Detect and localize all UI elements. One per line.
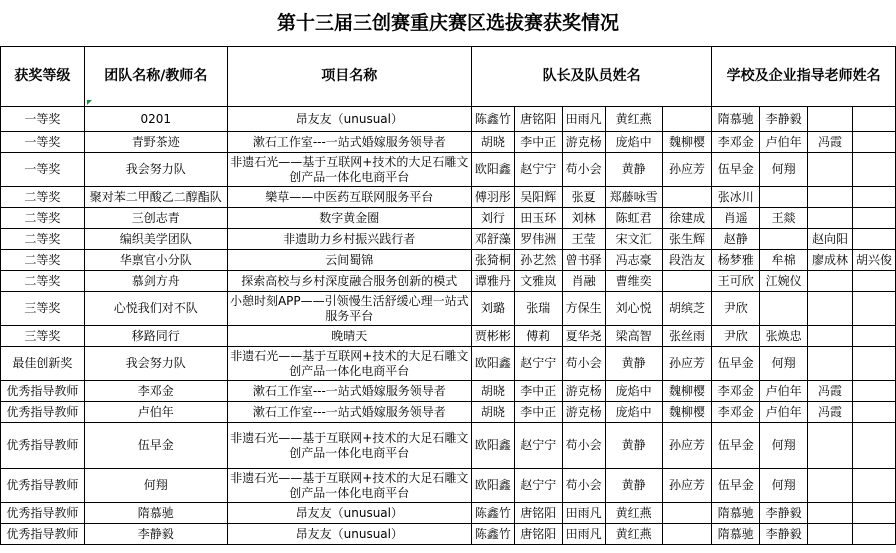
table-row (1, 271, 896, 292)
team-cell: 青野茶迹 (84, 132, 227, 153)
team-cell: 李邓金 (84, 381, 227, 402)
award-cell: 一等奖 (1, 107, 85, 132)
advisor-cell (852, 423, 895, 469)
table-row (1, 381, 896, 402)
member-cell: 方保生 (562, 292, 605, 326)
advisor-cell (852, 187, 895, 208)
member-cell: 庞焰中 (605, 402, 662, 423)
team-cell: 编织美学团队 (84, 229, 227, 250)
member-cell: 田玉环 (514, 208, 562, 229)
award-cell: 一等奖 (1, 132, 85, 153)
table-row (1, 347, 896, 381)
member-cell: 刘行 (471, 208, 514, 229)
advisor-cell: 杨梦雅 (712, 250, 760, 271)
team-cell: 我会努力队 (84, 153, 227, 187)
advisor-cell: 牟棉 (760, 250, 808, 271)
advisor-cell: 江婉仪 (760, 271, 808, 292)
member-cell: 邓舒藻 (471, 229, 514, 250)
advisor-cell: 胡兴俊 (852, 250, 895, 271)
project-cell: 昂友友（unusual） (227, 503, 471, 524)
member-cell: 黄红燕 (605, 107, 662, 132)
member-cell: 吴阳辉 (514, 187, 562, 208)
member-cell: 黄红燕 (605, 503, 662, 524)
member-cell (662, 503, 712, 524)
team-cell: 心悦我们对不队 (84, 292, 227, 326)
member-cell: 黄静 (605, 469, 662, 503)
advisor-cell: 隋慕驰 (712, 524, 760, 545)
advisor-cell (760, 187, 808, 208)
advisor-cell: 李静毅 (760, 503, 808, 524)
team-cell: 聚对苯二甲酸乙二醇酯队 (84, 187, 227, 208)
advisor-cell: 王燚 (760, 208, 808, 229)
advisor-cell (808, 208, 853, 229)
table-row (1, 153, 896, 187)
table-row (1, 132, 896, 153)
member-cell: 苟小会 (562, 469, 605, 503)
advisor-cell (760, 229, 808, 250)
member-cell: 黄静 (605, 423, 662, 469)
project-cell: 云间蜀锦 (227, 250, 471, 271)
member-cell: 贾彬彬 (471, 326, 514, 347)
award-cell: 优秀指导教师 (1, 503, 85, 524)
advisor-cell (808, 503, 853, 524)
advisor-cell: 赵静 (712, 229, 760, 250)
advisor-cell: 冯霞 (808, 132, 853, 153)
team-cell: 隋慕驰 (84, 503, 227, 524)
award-cell: 二等奖 (1, 250, 85, 271)
member-cell: 苟小会 (562, 347, 605, 381)
table-row (1, 402, 896, 423)
advisor-cell (852, 132, 895, 153)
member-cell: 胡晓 (471, 132, 514, 153)
header-row (1, 47, 896, 107)
member-cell: 欧阳鑫 (471, 347, 514, 381)
project-cell: 非遗石光——基于互联网+技术的大足石雕文创产品一体化电商平台 (227, 469, 471, 503)
header-award: 获奖等级 (1, 47, 85, 107)
project-cell: 樂草——中医药互联网服务平台 (227, 187, 471, 208)
advisor-cell (852, 107, 895, 132)
member-cell: 胡缤芝 (662, 292, 712, 326)
advisor-cell: 冯霞 (808, 381, 853, 402)
award-cell: 二等奖 (1, 208, 85, 229)
advisor-cell: 伍早金 (712, 347, 760, 381)
member-cell: 徐建成 (662, 208, 712, 229)
table-row (1, 524, 896, 545)
member-cell: 肖融 (562, 271, 605, 292)
advisor-cell: 卢伯年 (760, 402, 808, 423)
member-cell: 陈鑫竹 (471, 107, 514, 132)
advisor-cell (852, 469, 895, 503)
member-cell (662, 187, 712, 208)
project-cell: 漱石工作室---一站式婚嫁服务领导者 (227, 381, 471, 402)
member-cell: 李中正 (514, 381, 562, 402)
member-cell: 陈虹君 (605, 208, 662, 229)
advisor-cell (852, 153, 895, 187)
member-cell: 王莹 (562, 229, 605, 250)
advisor-cell: 廖成林 (808, 250, 853, 271)
advisor-cell (852, 503, 895, 524)
advisor-cell (852, 402, 895, 423)
advisor-cell (852, 381, 895, 402)
member-cell: 段浩友 (662, 250, 712, 271)
team-cell: 慕剑方舟 (84, 271, 227, 292)
member-cell: 傅莉 (514, 326, 562, 347)
advisor-cell: 伍早金 (712, 423, 760, 469)
advisor-cell: 隋慕驰 (712, 107, 760, 132)
member-cell: 魏柳樱 (662, 402, 712, 423)
advisor-cell (852, 229, 895, 250)
award-cell: 一等奖 (1, 153, 85, 187)
member-cell: 田雨凡 (562, 524, 605, 545)
member-cell: 傅羽彤 (471, 187, 514, 208)
member-cell: 冯志豪 (605, 250, 662, 271)
advisor-cell: 李邓金 (712, 402, 760, 423)
member-cell: 刘心悦 (605, 292, 662, 326)
advisor-cell: 卢伯年 (760, 381, 808, 402)
member-cell (662, 524, 712, 545)
member-cell: 文雅岚 (514, 271, 562, 292)
header-members: 队长及队员姓名 (471, 47, 711, 107)
advisor-cell (808, 107, 853, 132)
member-cell: 欧阳鑫 (471, 153, 514, 187)
award-cell: 优秀指导教师 (1, 423, 85, 469)
advisor-cell: 伍早金 (712, 153, 760, 187)
member-cell: 张夏 (562, 187, 605, 208)
team-cell: 李静毅 (84, 524, 227, 545)
member-cell: 张生辉 (662, 229, 712, 250)
award-cell: 二等奖 (1, 271, 85, 292)
member-cell: 欧阳鑫 (471, 423, 514, 469)
header-team: 团队名称/教师名 (84, 47, 227, 107)
project-cell: 小憩时刻APP——引领慢生活舒缓心理一站式服务平台 (227, 292, 471, 326)
advisor-cell: 张焕忠 (760, 326, 808, 347)
member-cell: 曹维奕 (605, 271, 662, 292)
advisor-cell (852, 271, 895, 292)
project-cell: 探索高校与乡村深度融合服务创新的模式 (227, 271, 471, 292)
advisor-cell: 卢伯年 (760, 132, 808, 153)
table-row (1, 423, 896, 469)
member-cell: 刘璐 (471, 292, 514, 326)
award-cell: 二等奖 (1, 187, 85, 208)
member-cell: 张丝雨 (662, 326, 712, 347)
member-cell: 谭雅丹 (471, 271, 514, 292)
advisor-cell (852, 326, 895, 347)
project-cell: 非遗助力乡村振兴践行者 (227, 229, 471, 250)
member-cell: 孙应芳 (662, 469, 712, 503)
award-cell: 优秀指导教师 (1, 469, 85, 503)
member-cell: 张猗桐 (471, 250, 514, 271)
advisor-cell (808, 271, 853, 292)
advisor-cell (808, 292, 853, 326)
member-cell: 梁高智 (605, 326, 662, 347)
member-cell: 胡晓 (471, 381, 514, 402)
member-cell: 游克杨 (562, 402, 605, 423)
project-cell: 昂友友（unusual） (227, 107, 471, 132)
team-cell: 0201 (84, 107, 227, 132)
advisor-cell (808, 423, 853, 469)
advisor-cell: 李邓金 (712, 132, 760, 153)
member-cell: 夏华尧 (562, 326, 605, 347)
project-cell: 非遗石光——基于互联网+技术的大足石雕文创产品一体化电商平台 (227, 347, 471, 381)
table-row (1, 208, 896, 229)
member-cell: 孙应芳 (662, 423, 712, 469)
advisor-cell (760, 292, 808, 326)
table-row (1, 229, 896, 250)
member-cell: 游克杨 (562, 132, 605, 153)
member-cell: 欧阳鑫 (471, 469, 514, 503)
table-row (1, 503, 896, 524)
award-cell: 最佳创新奖 (1, 347, 85, 381)
member-cell: 陈鑫竹 (471, 503, 514, 524)
advisor-cell: 伍早金 (712, 469, 760, 503)
advisor-cell (808, 347, 853, 381)
member-cell: 孙艺然 (514, 250, 562, 271)
advisor-cell: 冯霞 (808, 402, 853, 423)
member-cell: 赵宁宁 (514, 423, 562, 469)
advisor-cell: 李静毅 (760, 524, 808, 545)
team-cell: 我会努力队 (84, 347, 227, 381)
member-cell (662, 107, 712, 132)
award-cell: 优秀指导教师 (1, 381, 85, 402)
project-cell: 数字黄金圈 (227, 208, 471, 229)
project-cell: 昂友友（unusual） (227, 524, 471, 545)
member-cell: 黄静 (605, 153, 662, 187)
member-cell: 赵宁宁 (514, 469, 562, 503)
member-cell: 游克杨 (562, 381, 605, 402)
team-cell: 伍早金 (84, 423, 227, 469)
award-cell: 二等奖 (1, 229, 85, 250)
award-cell: 优秀指导教师 (1, 402, 85, 423)
project-cell: 非遗石光——基于互联网+技术的大足石雕文创产品一体化电商平台 (227, 153, 471, 187)
advisor-cell: 何翔 (760, 347, 808, 381)
advisor-cell (852, 347, 895, 381)
advisor-cell (808, 326, 853, 347)
project-cell: 漱石工作室---一站式婚嫁服务领导者 (227, 402, 471, 423)
advisor-cell: 李静毅 (760, 107, 808, 132)
project-cell: 非遗石光——基于互联网+技术的大足石雕文创产品一体化电商平台 (227, 423, 471, 469)
member-cell: 黄红燕 (605, 524, 662, 545)
member-cell: 孙应芳 (662, 347, 712, 381)
advisor-cell: 何翔 (760, 469, 808, 503)
member-cell (662, 271, 712, 292)
table-row (1, 326, 896, 347)
advisor-cell: 赵向阳 (808, 229, 853, 250)
advisor-cell (852, 208, 895, 229)
table-row (1, 250, 896, 271)
advisor-cell: 隋慕驰 (712, 503, 760, 524)
advisor-cell: 张冰川 (712, 187, 760, 208)
advisor-cell: 尹欣 (712, 326, 760, 347)
award-cell: 优秀指导教师 (1, 524, 85, 545)
member-cell: 苟小会 (562, 153, 605, 187)
member-cell: 唐铭阳 (514, 107, 562, 132)
member-cell: 魏柳樱 (662, 132, 712, 153)
member-cell: 陈鑫竹 (471, 524, 514, 545)
member-cell: 李中正 (514, 402, 562, 423)
member-cell: 孙应芳 (662, 153, 712, 187)
team-cell: 三创志青 (84, 208, 227, 229)
team-cell: 华禀官小分队 (84, 250, 227, 271)
member-cell: 赵宁宁 (514, 347, 562, 381)
member-cell: 苟小会 (562, 423, 605, 469)
advisor-cell: 尹欣 (712, 292, 760, 326)
awards-table (0, 46, 896, 545)
team-cell: 何翔 (84, 469, 227, 503)
advisor-cell: 何翔 (760, 423, 808, 469)
table-row (1, 292, 896, 326)
advisor-cell: 王可欣 (712, 271, 760, 292)
table-row (1, 107, 896, 132)
member-cell: 宋文汇 (605, 229, 662, 250)
table-row (1, 469, 896, 503)
project-cell: 晚晴天 (227, 326, 471, 347)
member-cell: 庞焰中 (605, 381, 662, 402)
member-cell: 郑藤咏雪 (605, 187, 662, 208)
advisor-cell (808, 469, 853, 503)
member-cell: 李中正 (514, 132, 562, 153)
team-cell: 卢伯年 (84, 402, 227, 423)
member-cell: 黄静 (605, 347, 662, 381)
member-cell: 唐铭阳 (514, 524, 562, 545)
header-project: 项目名称 (227, 47, 471, 107)
team-cell: 移路同行 (84, 326, 227, 347)
member-cell: 刘林 (562, 208, 605, 229)
member-cell: 罗伟洲 (514, 229, 562, 250)
member-cell: 庞焰中 (605, 132, 662, 153)
advisor-cell (852, 292, 895, 326)
member-cell: 唐铭阳 (514, 503, 562, 524)
member-cell: 胡晓 (471, 402, 514, 423)
header-advisors: 学校及企业指导老师姓名 (712, 47, 896, 107)
advisor-cell: 何翔 (760, 153, 808, 187)
advisor-cell (808, 153, 853, 187)
member-cell: 魏柳樱 (662, 381, 712, 402)
cell-comment-marker (87, 100, 92, 105)
sheet-title: 第十三届三创赛重庆赛区选拔赛获奖情况 (276, 12, 619, 34)
table-row (1, 187, 896, 208)
advisor-cell: 李邓金 (712, 381, 760, 402)
advisor-cell (808, 187, 853, 208)
member-cell: 田雨凡 (562, 503, 605, 524)
award-cell: 三等奖 (1, 326, 85, 347)
award-cell: 三等奖 (1, 292, 85, 326)
advisor-cell (852, 524, 895, 545)
member-cell: 田雨凡 (562, 107, 605, 132)
member-cell: 曾书驿 (562, 250, 605, 271)
advisor-cell (808, 524, 853, 545)
project-cell: 漱石工作室---一站式婚嫁服务领导者 (227, 132, 471, 153)
member-cell: 赵宁宁 (514, 153, 562, 187)
member-cell: 张瑞 (514, 292, 562, 326)
advisor-cell: 肖遥 (712, 208, 760, 229)
